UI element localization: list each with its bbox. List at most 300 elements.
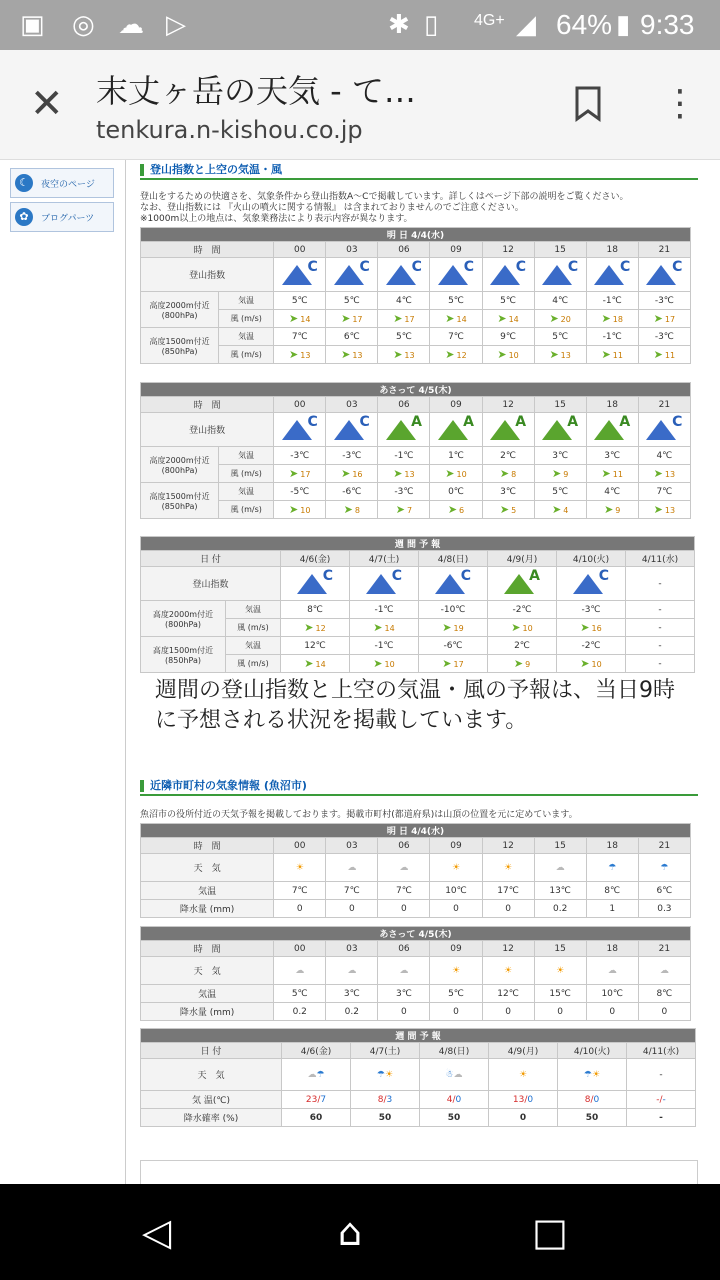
- label-precip: 降水量 (mm): [141, 1003, 274, 1021]
- wind-direction-icon: ➤: [304, 657, 314, 670]
- wind-cell: [638, 465, 690, 483]
- label-temp: 気温: [219, 483, 274, 501]
- pressure-label: (850hPa): [161, 501, 198, 511]
- temp-cell: -6℃: [419, 637, 488, 655]
- mountain-snow-icon: [364, 568, 404, 596]
- wind-direction-icon: ➤: [393, 348, 403, 361]
- temp-low: 7: [320, 1094, 327, 1105]
- index-cell: [378, 258, 430, 292]
- temp-separator: /: [524, 1094, 528, 1105]
- sidebar-item-night-sky[interactable]: [10, 168, 114, 198]
- clock: 9:33: [640, 9, 695, 40]
- temp-cell: -3℃: [638, 292, 690, 310]
- prob-cell: 50: [558, 1109, 627, 1127]
- hour-cell: 21: [638, 838, 690, 854]
- wind-cell: [638, 501, 690, 519]
- wind-direction-icon: ➤: [445, 348, 455, 361]
- sidebar-item-label: 夜空のページ: [41, 179, 95, 190]
- sun-icon: ☀: [556, 965, 565, 976]
- wind-cell: [378, 346, 430, 364]
- temp-separator: /: [317, 1094, 321, 1105]
- wind-direction-icon: ➤: [653, 503, 663, 516]
- label-altitude-1500: [141, 483, 219, 519]
- hour-cell: 06: [378, 838, 430, 854]
- index-cell: [488, 567, 557, 601]
- wind-speed: 12: [315, 624, 326, 633]
- table-row: [141, 601, 695, 619]
- wind-speed: 8: [354, 506, 360, 515]
- index-cell: [326, 413, 378, 447]
- web-content: [0, 160, 720, 1185]
- index-cell: [586, 258, 638, 292]
- wind-speed: 14: [508, 315, 519, 324]
- label-date: 日 付: [141, 551, 281, 567]
- wind-speed: 17: [404, 315, 415, 324]
- table-row: [141, 228, 691, 242]
- temp-cell: -: [626, 637, 695, 655]
- hour-cell: 18: [586, 941, 638, 957]
- label-wind: 風 (m/s): [219, 465, 274, 483]
- table-row: [141, 292, 691, 310]
- label-time: 時 間: [141, 242, 274, 258]
- temp-cell: -2℃: [488, 601, 557, 619]
- wind-direction-icon: ➤: [551, 503, 562, 516]
- altitude-label: 高度1500m付近: [152, 645, 214, 655]
- label-temp-hilo: 気 温(℃): [141, 1091, 282, 1109]
- more-menu-icon[interactable]: ⋮: [662, 83, 698, 124]
- weather-cell: [274, 957, 326, 985]
- temp-cell: 3℃: [534, 447, 586, 465]
- back-icon[interactable]: ◁: [142, 1210, 172, 1254]
- index-cell: [274, 413, 326, 447]
- wind-cell: [586, 501, 638, 519]
- wind-direction-icon: ➤: [499, 467, 510, 480]
- wind-cell: [488, 655, 557, 673]
- index-cell: [557, 567, 626, 601]
- mountain-snow-icon: [571, 568, 611, 596]
- cell-signal-icon: ◢: [516, 10, 536, 40]
- wind-direction-icon: ➤: [653, 467, 663, 480]
- wind-direction-icon: ➤: [304, 621, 314, 634]
- table-week-mountain: [140, 536, 695, 673]
- wind-speed: 14: [384, 624, 395, 633]
- date-cell: 4/7(土): [351, 1043, 420, 1059]
- temp-cell: 8℃: [281, 601, 350, 619]
- wind-cell: [281, 619, 350, 637]
- temp-cell: 10℃: [586, 985, 638, 1003]
- wind-speed: 10: [456, 470, 467, 479]
- cloud-icon: ☁: [659, 965, 669, 976]
- temp-cell: 13℃: [534, 882, 586, 900]
- table-row: [141, 447, 691, 465]
- temp-cell: 5℃: [378, 328, 430, 346]
- wind-cell: [274, 346, 326, 364]
- wind-speed: 11: [664, 351, 676, 360]
- temp-separator: /: [590, 1094, 594, 1105]
- network-type: 4G+: [474, 12, 505, 29]
- index-grade: C: [598, 568, 609, 584]
- mountain-snow-icon: [384, 259, 424, 287]
- mountain-snow-icon: [295, 568, 335, 596]
- wind-cell: [326, 501, 378, 519]
- hour-cell: 21: [638, 397, 690, 413]
- label-weather: 天 気: [141, 854, 274, 882]
- table-city-week: [140, 1028, 696, 1127]
- temp-cell: 2℃: [482, 447, 534, 465]
- umbrella-icon: ☂: [583, 1069, 592, 1080]
- temp-cell: 0℃: [430, 483, 482, 501]
- index-grade: A: [463, 414, 474, 430]
- wind-speed: 6: [459, 506, 465, 515]
- wind-direction-icon: ➤: [289, 503, 299, 516]
- wind-cell: -: [626, 655, 695, 673]
- sun-icon: ☀: [518, 1069, 528, 1080]
- altitude-label: 高度2000m付近: [152, 609, 214, 619]
- table-row: [141, 637, 695, 655]
- wind-speed: 16: [352, 470, 363, 479]
- temp-cell: 5℃: [534, 483, 586, 501]
- weather-cell: [586, 854, 638, 882]
- index-cell: [430, 258, 482, 292]
- index-grade: C: [307, 414, 318, 430]
- cloud-icon: ☁: [307, 1069, 317, 1080]
- hour-cell: 03: [326, 397, 378, 413]
- wind-cell: [586, 346, 638, 364]
- precip-cell: 0: [430, 900, 482, 918]
- index-grade: C: [391, 568, 402, 584]
- temp-cell: 7℃: [430, 328, 482, 346]
- wind-speed: 14: [315, 660, 326, 669]
- precip-cell: 0.2: [274, 1003, 326, 1021]
- status-bar: [0, 0, 720, 50]
- wind-cell: [274, 501, 326, 519]
- bookmark-icon[interactable]: [574, 86, 602, 122]
- home-icon[interactable]: ⌂: [338, 1210, 363, 1254]
- sun-icon: ☀: [295, 862, 304, 873]
- table-row: [141, 383, 691, 397]
- label-temp: 気温: [141, 882, 274, 900]
- android-nav-bar: [0, 1184, 720, 1280]
- wind-cell: [430, 501, 482, 519]
- index-cell: [430, 413, 482, 447]
- index-cell: [350, 567, 419, 601]
- table-row: [141, 397, 691, 413]
- recents-icon[interactable]: □: [532, 1210, 568, 1254]
- umbrella-icon: ☂: [608, 862, 617, 873]
- battery-percent: 64%: [556, 9, 613, 40]
- index-cell: [534, 258, 586, 292]
- temp-cell: -1℃: [586, 328, 638, 346]
- wind-direction-icon: ➤: [445, 467, 455, 480]
- table-header: 週 間 予 報: [141, 1029, 696, 1043]
- temp-cell: -1℃: [350, 637, 419, 655]
- temp-cell: -3℃: [557, 601, 626, 619]
- wind-cell: [419, 655, 488, 673]
- wind-speed: 17: [453, 660, 464, 669]
- wind-cell: [586, 310, 638, 328]
- table-row: [141, 258, 691, 292]
- table-row: [141, 1003, 691, 1021]
- wind-direction-icon: ➤: [393, 467, 403, 480]
- section-title-mountain-index: 登山指数と上空の気温・風: [140, 162, 698, 180]
- wind-direction-icon: ➤: [551, 467, 562, 480]
- index-cell: [534, 413, 586, 447]
- wind-cell: -: [626, 619, 695, 637]
- play-store-icon: ▷: [166, 10, 186, 40]
- wind-direction-icon: ➤: [289, 312, 299, 325]
- mountain-snow-icon: [592, 259, 632, 287]
- wind-cell: [534, 465, 586, 483]
- temp-cell: 7℃: [326, 882, 378, 900]
- wind-speed: 17: [352, 315, 363, 324]
- hour-cell: 18: [586, 242, 638, 258]
- label-index: 登山指数: [141, 258, 274, 292]
- temp-cell: 8℃: [586, 882, 638, 900]
- cloud-icon: ☁: [607, 965, 617, 976]
- section-title-nearby: 近隣市町村の気象情報 (魚沼市): [140, 778, 698, 796]
- index-grade: A: [619, 414, 631, 430]
- table-row: [141, 310, 691, 328]
- temp-cell: 7℃: [378, 882, 430, 900]
- weather-cell: [586, 957, 638, 985]
- table-row: [141, 1059, 696, 1091]
- table-row: [141, 900, 691, 918]
- prob-cell: 0: [489, 1109, 558, 1127]
- date-cell: 4/8(日): [420, 1043, 489, 1059]
- precip-cell: 1: [586, 900, 638, 918]
- date-cell: 4/6(金): [282, 1043, 351, 1059]
- temp-separator: /: [659, 1094, 663, 1105]
- altitude-label: 高度2000m付近: [149, 455, 210, 465]
- wind-cell: [586, 465, 638, 483]
- weather-cell: [489, 1059, 558, 1091]
- precip-cell: 0: [326, 900, 378, 918]
- table-row: [141, 985, 691, 1003]
- wind-direction-icon: ➤: [442, 657, 452, 670]
- page-url[interactable]: tenkura.n-kishou.co.jp: [96, 116, 363, 144]
- wind-speed: 13: [404, 351, 415, 360]
- hour-cell: 00: [274, 838, 326, 854]
- temp-cell: 10℃: [430, 882, 482, 900]
- precip-cell: 0: [638, 1003, 690, 1021]
- mountain-good-icon: [384, 414, 424, 442]
- temp-cell: -1℃: [350, 601, 419, 619]
- wind-speed: 13: [664, 470, 676, 479]
- index-cell: [638, 413, 690, 447]
- precip-cell: 0: [378, 1003, 430, 1021]
- wind-speed: 18: [612, 315, 623, 324]
- wind-speed: 11: [612, 351, 623, 360]
- label-wind: 風 (m/s): [219, 346, 274, 364]
- wind-cell: [350, 655, 419, 673]
- wind-direction-icon: ➤: [341, 348, 351, 361]
- table-row: [141, 551, 695, 567]
- temp-cell: -1℃: [378, 447, 430, 465]
- label-temp: 気温: [226, 601, 281, 619]
- index-grade: C: [411, 259, 422, 275]
- hour-cell: 12: [482, 242, 534, 258]
- wind-cell: [534, 310, 586, 328]
- wind-speed: 17: [664, 315, 676, 324]
- precip-cell: 0.3: [638, 900, 690, 918]
- temp-cell: 5℃: [326, 292, 378, 310]
- label-temp: 気温: [226, 637, 281, 655]
- mountain-good-icon: [436, 414, 476, 442]
- wind-direction-icon: ➤: [549, 348, 559, 361]
- table-header: あさって 4/5(木): [141, 383, 691, 397]
- wind-direction-icon: ➤: [580, 621, 590, 634]
- note-line: なお、登山指数には 『火山の噴火に関する情報』 は含まれておりませんのでご注意ください。: [140, 203, 524, 213]
- table-header: あさって 4/5(木): [141, 927, 691, 941]
- wind-speed: 14: [300, 315, 311, 324]
- index-cell: [419, 567, 488, 601]
- wind-direction-icon: ➤: [341, 467, 351, 480]
- sidebar: [0, 160, 126, 1185]
- mountain-snow-icon: [644, 414, 684, 442]
- wind-speed: 4: [563, 506, 569, 515]
- altitude-label: 高度2000m付近: [149, 300, 210, 310]
- cloud-icon: ☁: [555, 862, 565, 873]
- wind-speed: 12: [456, 351, 467, 360]
- umbrella-icon: ☂: [376, 1069, 385, 1080]
- temp-high: 4: [446, 1094, 453, 1105]
- table-row: [141, 927, 691, 941]
- cloud-icon: ☁: [453, 1069, 463, 1080]
- temp-cell: 4℃: [586, 483, 638, 501]
- wind-cell: [281, 655, 350, 673]
- prob-cell: 60: [282, 1109, 351, 1127]
- wind-cell: [274, 465, 326, 483]
- table-city-day2: [140, 926, 691, 1021]
- date-cell: 4/10(火): [557, 551, 626, 567]
- temp-hilo-cell: [558, 1091, 627, 1109]
- table-row: [141, 957, 691, 985]
- weather-cell: [430, 957, 482, 985]
- index-cell: -: [626, 567, 695, 601]
- hour-cell: 15: [534, 941, 586, 957]
- temp-cell: -6℃: [326, 483, 378, 501]
- cloud-icon: ☁: [399, 862, 409, 873]
- wind-cell: [326, 346, 378, 364]
- wind-speed: 13: [300, 351, 311, 360]
- temp-cell: 3℃: [378, 985, 430, 1003]
- temp-low: 0: [527, 1094, 534, 1105]
- table-row: [141, 1109, 696, 1127]
- hour-cell: 18: [586, 838, 638, 854]
- wind-cell: [430, 310, 482, 328]
- precip-cell: 0: [378, 900, 430, 918]
- index-grade: C: [672, 414, 683, 430]
- close-icon[interactable]: ✕: [30, 81, 64, 127]
- prob-cell: 50: [351, 1109, 420, 1127]
- label-weather: 天 気: [141, 957, 274, 985]
- precip-cell: 0: [482, 1003, 534, 1021]
- sidebar-item-blog-parts[interactable]: [10, 202, 114, 232]
- section-note: 魚沼市の役所付近の天気予報を掲載しております。掲載市町村(都道府県)は山頂の位置を元に定めています。: [140, 810, 578, 820]
- weather-cell: [482, 957, 534, 985]
- wind-direction-icon: ➤: [601, 467, 611, 480]
- table-row: [141, 537, 695, 551]
- hour-cell: 00: [274, 941, 326, 957]
- index-cell: [482, 413, 534, 447]
- label-prob: 降水確率 (%): [141, 1109, 282, 1127]
- label-temp: 気温: [219, 292, 274, 310]
- mountain-good-icon: [592, 414, 632, 442]
- label-index: 登山指数: [141, 413, 274, 447]
- wind-direction-icon: ➤: [289, 348, 299, 361]
- label-date: 日 付: [141, 1043, 282, 1059]
- wind-cell: [378, 501, 430, 519]
- temp-cell: 7℃: [638, 483, 690, 501]
- wind-direction-icon: ➤: [393, 312, 403, 325]
- wind-cell: [430, 346, 482, 364]
- precip-cell: 0: [274, 900, 326, 918]
- label-time: 時 間: [141, 941, 274, 957]
- cloud-icon: ☁: [347, 862, 357, 873]
- mountain-snow-icon: [280, 259, 320, 287]
- cloud-icon: ☁: [399, 965, 409, 976]
- temp-cell: -3℃: [638, 328, 690, 346]
- label-time: 時 間: [141, 838, 274, 854]
- temp-cell: 4℃: [638, 447, 690, 465]
- table-row: [141, 1091, 696, 1109]
- temp-cell: -3℃: [274, 447, 326, 465]
- index-cell: [378, 413, 430, 447]
- wind-direction-icon: ➤: [395, 503, 405, 516]
- weather-cell: [351, 1059, 420, 1091]
- wind-speed: 7: [406, 506, 413, 515]
- index-grade: C: [515, 259, 527, 275]
- wind-speed: 13: [664, 506, 676, 515]
- weather-cell: [638, 854, 690, 882]
- table-row: [141, 346, 691, 364]
- wind-cell: [378, 465, 430, 483]
- temp-cell: 5℃: [482, 292, 534, 310]
- precip-cell: 0.2: [326, 1003, 378, 1021]
- wind-cell: [482, 310, 534, 328]
- mountain-good-icon: [540, 414, 580, 442]
- index-cell: [586, 413, 638, 447]
- sidebar-item-label: ブログパーツ: [41, 213, 95, 224]
- table-header: 明 日 4/4(水): [141, 228, 691, 242]
- date-cell: 4/11(水): [627, 1043, 696, 1059]
- mountain-good-icon: [488, 414, 528, 442]
- temp-cell: 5℃: [430, 985, 482, 1003]
- weather-cell: [558, 1059, 627, 1091]
- label-temp: 気温: [219, 328, 274, 346]
- label-precip: 降水量 (mm): [141, 900, 274, 918]
- wind-direction-icon: ➤: [445, 312, 455, 325]
- wind-speed: 14: [456, 315, 467, 324]
- hour-cell: 21: [638, 242, 690, 258]
- index-grade: C: [463, 259, 474, 275]
- pressure-label: (800hPa): [161, 465, 198, 475]
- table-row: [141, 567, 695, 601]
- mountain-snow-icon: [332, 259, 372, 287]
- pressure-label: (800hPa): [165, 619, 201, 629]
- wind-speed: 8: [511, 470, 517, 479]
- pressure-label: (850hPa): [161, 346, 198, 356]
- temp-high: 13: [512, 1094, 525, 1105]
- hour-cell: 03: [326, 242, 378, 258]
- browser-toolbar: [0, 50, 720, 160]
- wind-direction-icon: ➤: [373, 621, 383, 634]
- mountain-snow-icon: [540, 259, 580, 287]
- temp-low: 3: [386, 1094, 393, 1105]
- hour-cell: 18: [586, 397, 638, 413]
- label-altitude-2000: [141, 292, 219, 328]
- label-wind: 風 (m/s): [226, 619, 281, 637]
